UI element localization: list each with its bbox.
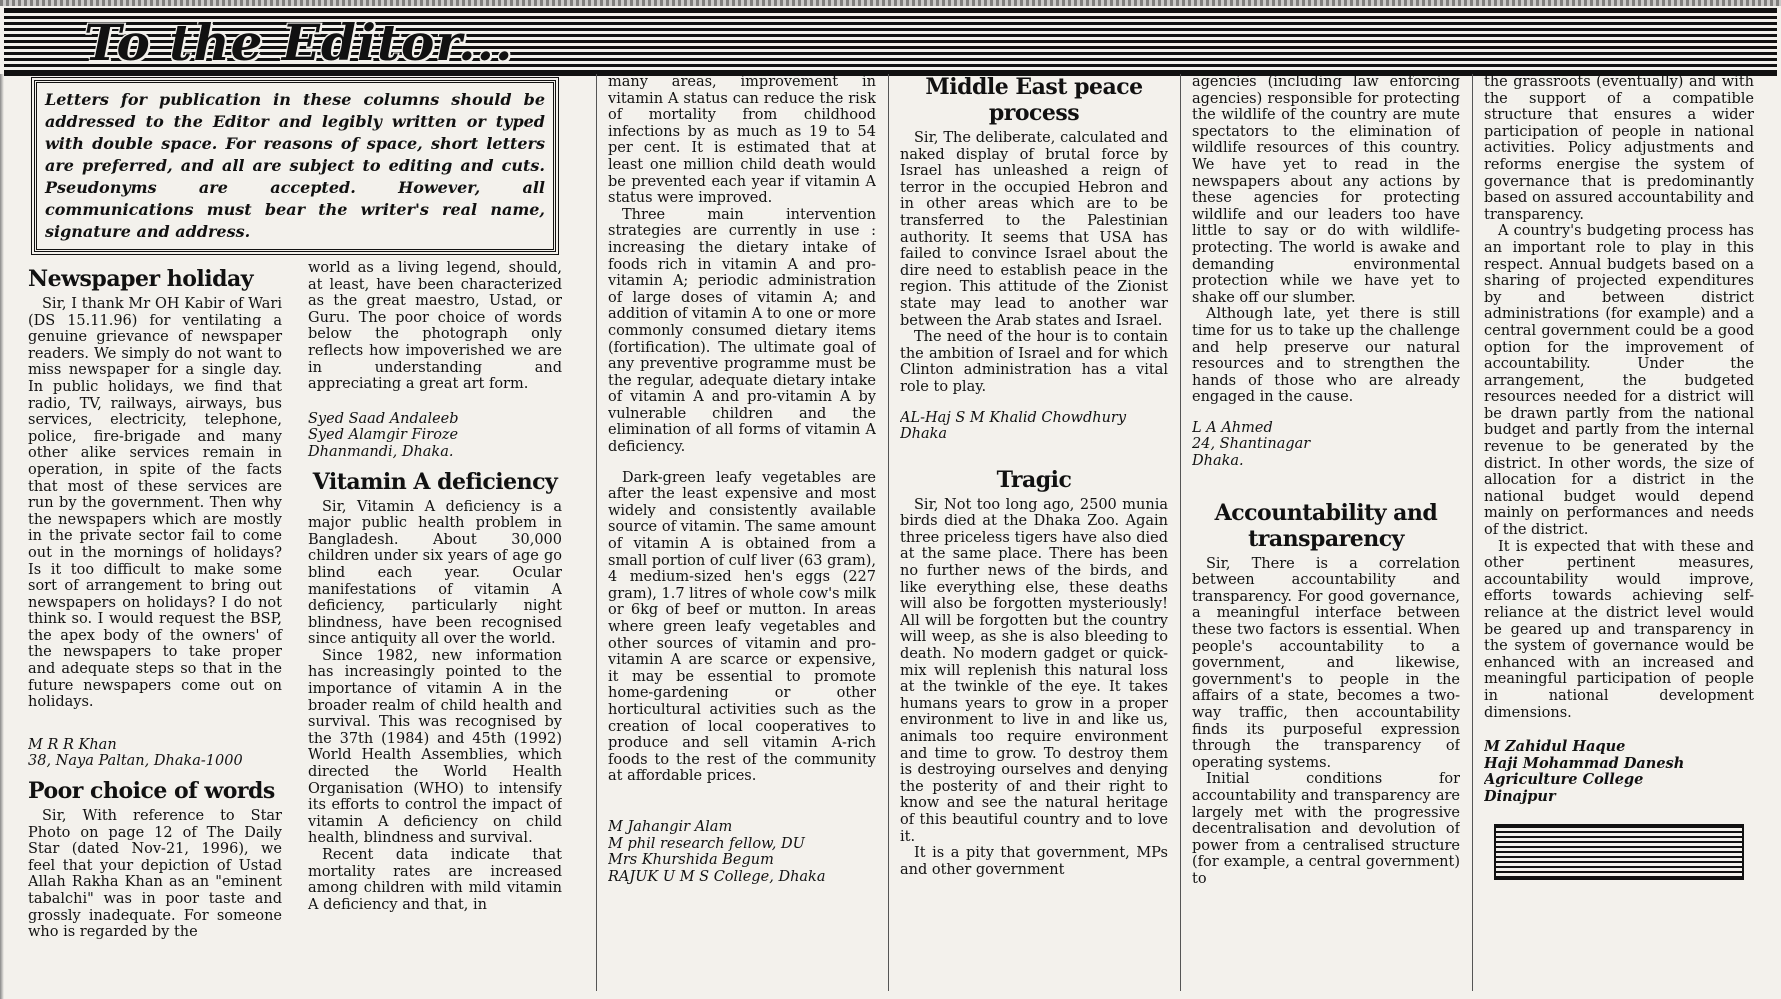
column-1 [28, 74, 562, 999]
letter-paragraph: world as a living legend, should, at least, have been characterized as the great maestro, Ustad, or Guru. The poor choice of words below the photograph only reflects how impoverished we are in understanding and appreciating a great art form. [308, 260, 562, 393]
column-3 [608, 74, 876, 999]
letter-continuation [308, 258, 562, 913]
letter-paragraph: Since 1982, new information has increasingly pointed to the importance of vitamin A in the broader realm of child health and survival. This was recognised by the 37th (1984) and 45th (1992) World Health Assemblies, which directed the World Health Organisation (WHO) to intensify its efforts to control the impact of vitamin A deficiency on child health, blindness and survival. [308, 647, 562, 847]
letter-signature: M Jahangir Alam M phil research fellow, DU Mrs Khurshida Begum RAJUK U M S College, Dhaka [608, 818, 826, 885]
letter-paragraph: Sir, I thank Mr OH Kabir of Wari (DS 15.11.96) for ventilating a genuine grievance of newspaper readers. We simply do not want to miss newspaper for a single day. In public holidays, we find that radio, TV, railways, airways, bus services, electricity, telephone, police, fire-brigade and many other alike services remain in operation, in spite of the facts that most of these services are run by the government. Then why the newspapers which are mostly in the private sector fail to come out in the mornings of holidays? Is it too difficult to make some sort of arrangement to bring out newspapers on holidays? I do not think so. I would request the BSP, the apex body of the owners' of the newspapers to take proper and adequate steps so that in the future newspapers come out on holidays. [28, 296, 282, 711]
page-title: To the Editor... [84, 13, 514, 72]
letter-paragraph: Sir, There is a correlation between accountability and transparency. For good governance, a meaningful interface between these two factors is essential. When people's accountability to a government, and likewise, government's to people in the affairs of a state, becomes a two-way traffic, then accountability finds its purposeful expression through the transparency of operating systems. [1192, 555, 1460, 771]
letter-paragraph: Three main intervention strategies are currently in use : increasing the dietary intake of foods rich in vitamin A and pro-vitamin A; periodic administration of large doses of vitamin A; and addition of vitamin A to one or more commonly consumed dietary items (fortification). The ultimate goal of any preventive programme must be the regular, adequate dietary intake of vitamin A and pro-vitamin A by vulnerable children and the elimination of all forms of vitamin A deficiency. [608, 206, 876, 456]
letter-paragraph: Recent data indicate that mortality rates are increased among children with mild vitamin A deficiency and that, in [308, 847, 562, 913]
letter-paragraph: It is a pity that government, MPs and other government [900, 845, 1168, 878]
letter-paragraph: agencies (including law enforcing agencies) responsible for protecting the wildlife of the country are mute spectators to the elimination of wildlife resources of this country. We have yet to read in the newspapers about any actions by these agencies for protecting wildlife and our leaders too have little to say or do with wildlife-protecting. The world is awake and demanding environmental protection while we have yet to shake off our slumber. [1192, 74, 1460, 306]
letter-signature: AL-Haj S M Khalid Chowdhury Dhaka [900, 409, 1127, 443]
letter-paragraph: many areas, improvement in vitamin A status can reduce the risk of mortality from childhood infections by as much as 19 to 54 per cent. It is estimated that at least one million child death would be prevented each year if vitamin A status were improved. [608, 74, 876, 207]
column-rule [1180, 74, 1181, 991]
letter-paragraph: Although late, yet there is still time for us to take up the challenge and help preserve our natural resources and to strengthen the hands of those who are already engaged in the cause. [1192, 306, 1460, 406]
letter-newspaper-holiday [28, 258, 282, 941]
column-rule [596, 74, 597, 991]
headline-vitamin-a-deficiency: Vitamin A deficiency [312, 468, 558, 495]
letter-paragraph: the grassroots (eventually) and with the support of a compatible structure that ensures a wider participation of people in national activities. Policy adjustments and reforms energise the system of governance that is predominantly based on assured accountability and transparency. [1484, 74, 1754, 223]
column-rule [1472, 74, 1473, 991]
letter-paragraph: Dark-green leafy vegetables are after the least expensive and most widely and consistently available source of vitamin. The same amount of vitamin A is obtained from a small portion of culf liver (63 gram), 4 medium-sized hen's eggs (227 gram), 1.7 litres of whole cow's milk or 6kg of beef or mutton. In areas where green leafy vegetables and other sources of vitamin and pro-vitamin A are scarce or expensive, it may be essential to promote home-gardening or other horticultural activities such as the creation of local cooperatives to produce and sell vitamin A-rich foods to the rest of the community at affordable prices. [608, 469, 876, 785]
headline-middle-east-peace-process: Middle East peace process [925, 74, 1143, 126]
letter-signature: M R R Khan 38, Naya Paltan, Dhaka-1000 [28, 736, 243, 770]
letter-paragraph: The need of the hour is to contain the ambition of Israel and for which Clinton administration has a vital role to play. [900, 329, 1168, 395]
letter-paragraph: It is expected that with these and other pertinent measures, accountability would improve, efforts towards achieving self-reliance at the district level would be geared up and transparency in the system of governance would be enhanced with an increased and meaningful participation of people in national development dimensions. [1484, 538, 1754, 721]
column-4 [900, 74, 1168, 999]
editor-notice: Letters for publication in these columns should be addressed to the Editor and legibly written or typed with double space. For reasons of space, short letters are preferred, and all are subject to editing and cuts. Pseudonyms are accepted. However, all communications must bear the writer's real name, signature and address. [34, 80, 556, 252]
letter-paragraph: Initial conditions for accountability and transparency are largely met with the progressive decentralisation and devolution of power from a centralised structure (for example, a central government) to [1192, 771, 1460, 887]
top-strip [0, 0, 1781, 6]
letter-signature: M Zahidul Haque Haji Mohammad Danesh Agriculture College Dinajpur [1484, 738, 1685, 805]
headline-newspaper-holiday: Newspaper holiday [28, 266, 254, 292]
headline-accountability-and-transparency: Accountability and transparency [1214, 499, 1438, 552]
column-5 [1192, 74, 1460, 999]
column-rule [888, 74, 889, 991]
letter-paragraph: Sir, Not too long ago, 2500 munia birds died at the Dhaka Zoo. Again three priceless tigers have also died at the same place. There has been no further news of the birds, and like everything else, these deaths will also be forgotten mysteriously! All will be forgotten but the country will weep, as she is also bleeding to death. No modern gadget or quick-mix will replenish this natural loss at the twinkle of the eye. It takes humans years to grow in a proper environment to live in and like us, animals too require environment and time to grow. To destroy them is destroying ourselves and denying the posterity of and their right to know and see the natural heritage of this beautiful country and to love it. [900, 496, 1168, 845]
letter-paragraph: A country's budgeting process has an important role to play in this respect. Annual budgets based on a sharing of projected expenditures by and between district administrations (for example) and a central government could be a good option for the improvement of accountability. Under the arrangement, the budgeted resources needed for a district will be drawn partly from the national budget and partly from the internal revenue to be generated by the district. In other words, the size of allocation for a district in the national budget would depend mainly on performances and needs of the district. [1484, 223, 1754, 539]
hatched-block [1494, 824, 1744, 880]
letter-paragraph: Sir, The deliberate, calculated and naked display of brutal force by Israel has unleashed a reign of terror in the occupied Hebron and in other areas which are to be transferred to the Palestinian authority. It seems that USA has failed to convince Israel about the dire need to establish peace in the region. This attitude of the Zionist state may lead to another war between the Arab states and Israel. [900, 130, 1168, 329]
letter-paragraph: Sir, With reference to Star Photo on page 12 of The Daily Star (dated Nov-21, 1996), we feel that your depiction of Ustad Allah Rakha Khan as an "eminent tabalchi" was in poor taste and grossly inadequate. For someone who is regarded by the [28, 808, 282, 941]
headline-tragic: Tragic [996, 466, 1072, 493]
letter-signature: L A Ahmed 24, Shantinagar Dhaka. [1192, 419, 1311, 470]
column-6 [1484, 74, 1754, 999]
letter-signature: Syed Saad Andaleeb Syed Alamgir Firoze Dhanmandi, Dhaka. [308, 410, 459, 460]
headline-poor-choice-of-words: Poor choice of words [28, 778, 275, 805]
letter-paragraph: Sir, Vitamin A deficiency is a major public health problem in Bangladesh. About 30,000 children under six years of age go blind each year. Ocular manifestations of vitamin A deficiency, particularly night blindness, have been recognised since antiquity all over the world. [308, 498, 562, 648]
masthead [4, 8, 1777, 76]
page-edge [0, 74, 4, 999]
